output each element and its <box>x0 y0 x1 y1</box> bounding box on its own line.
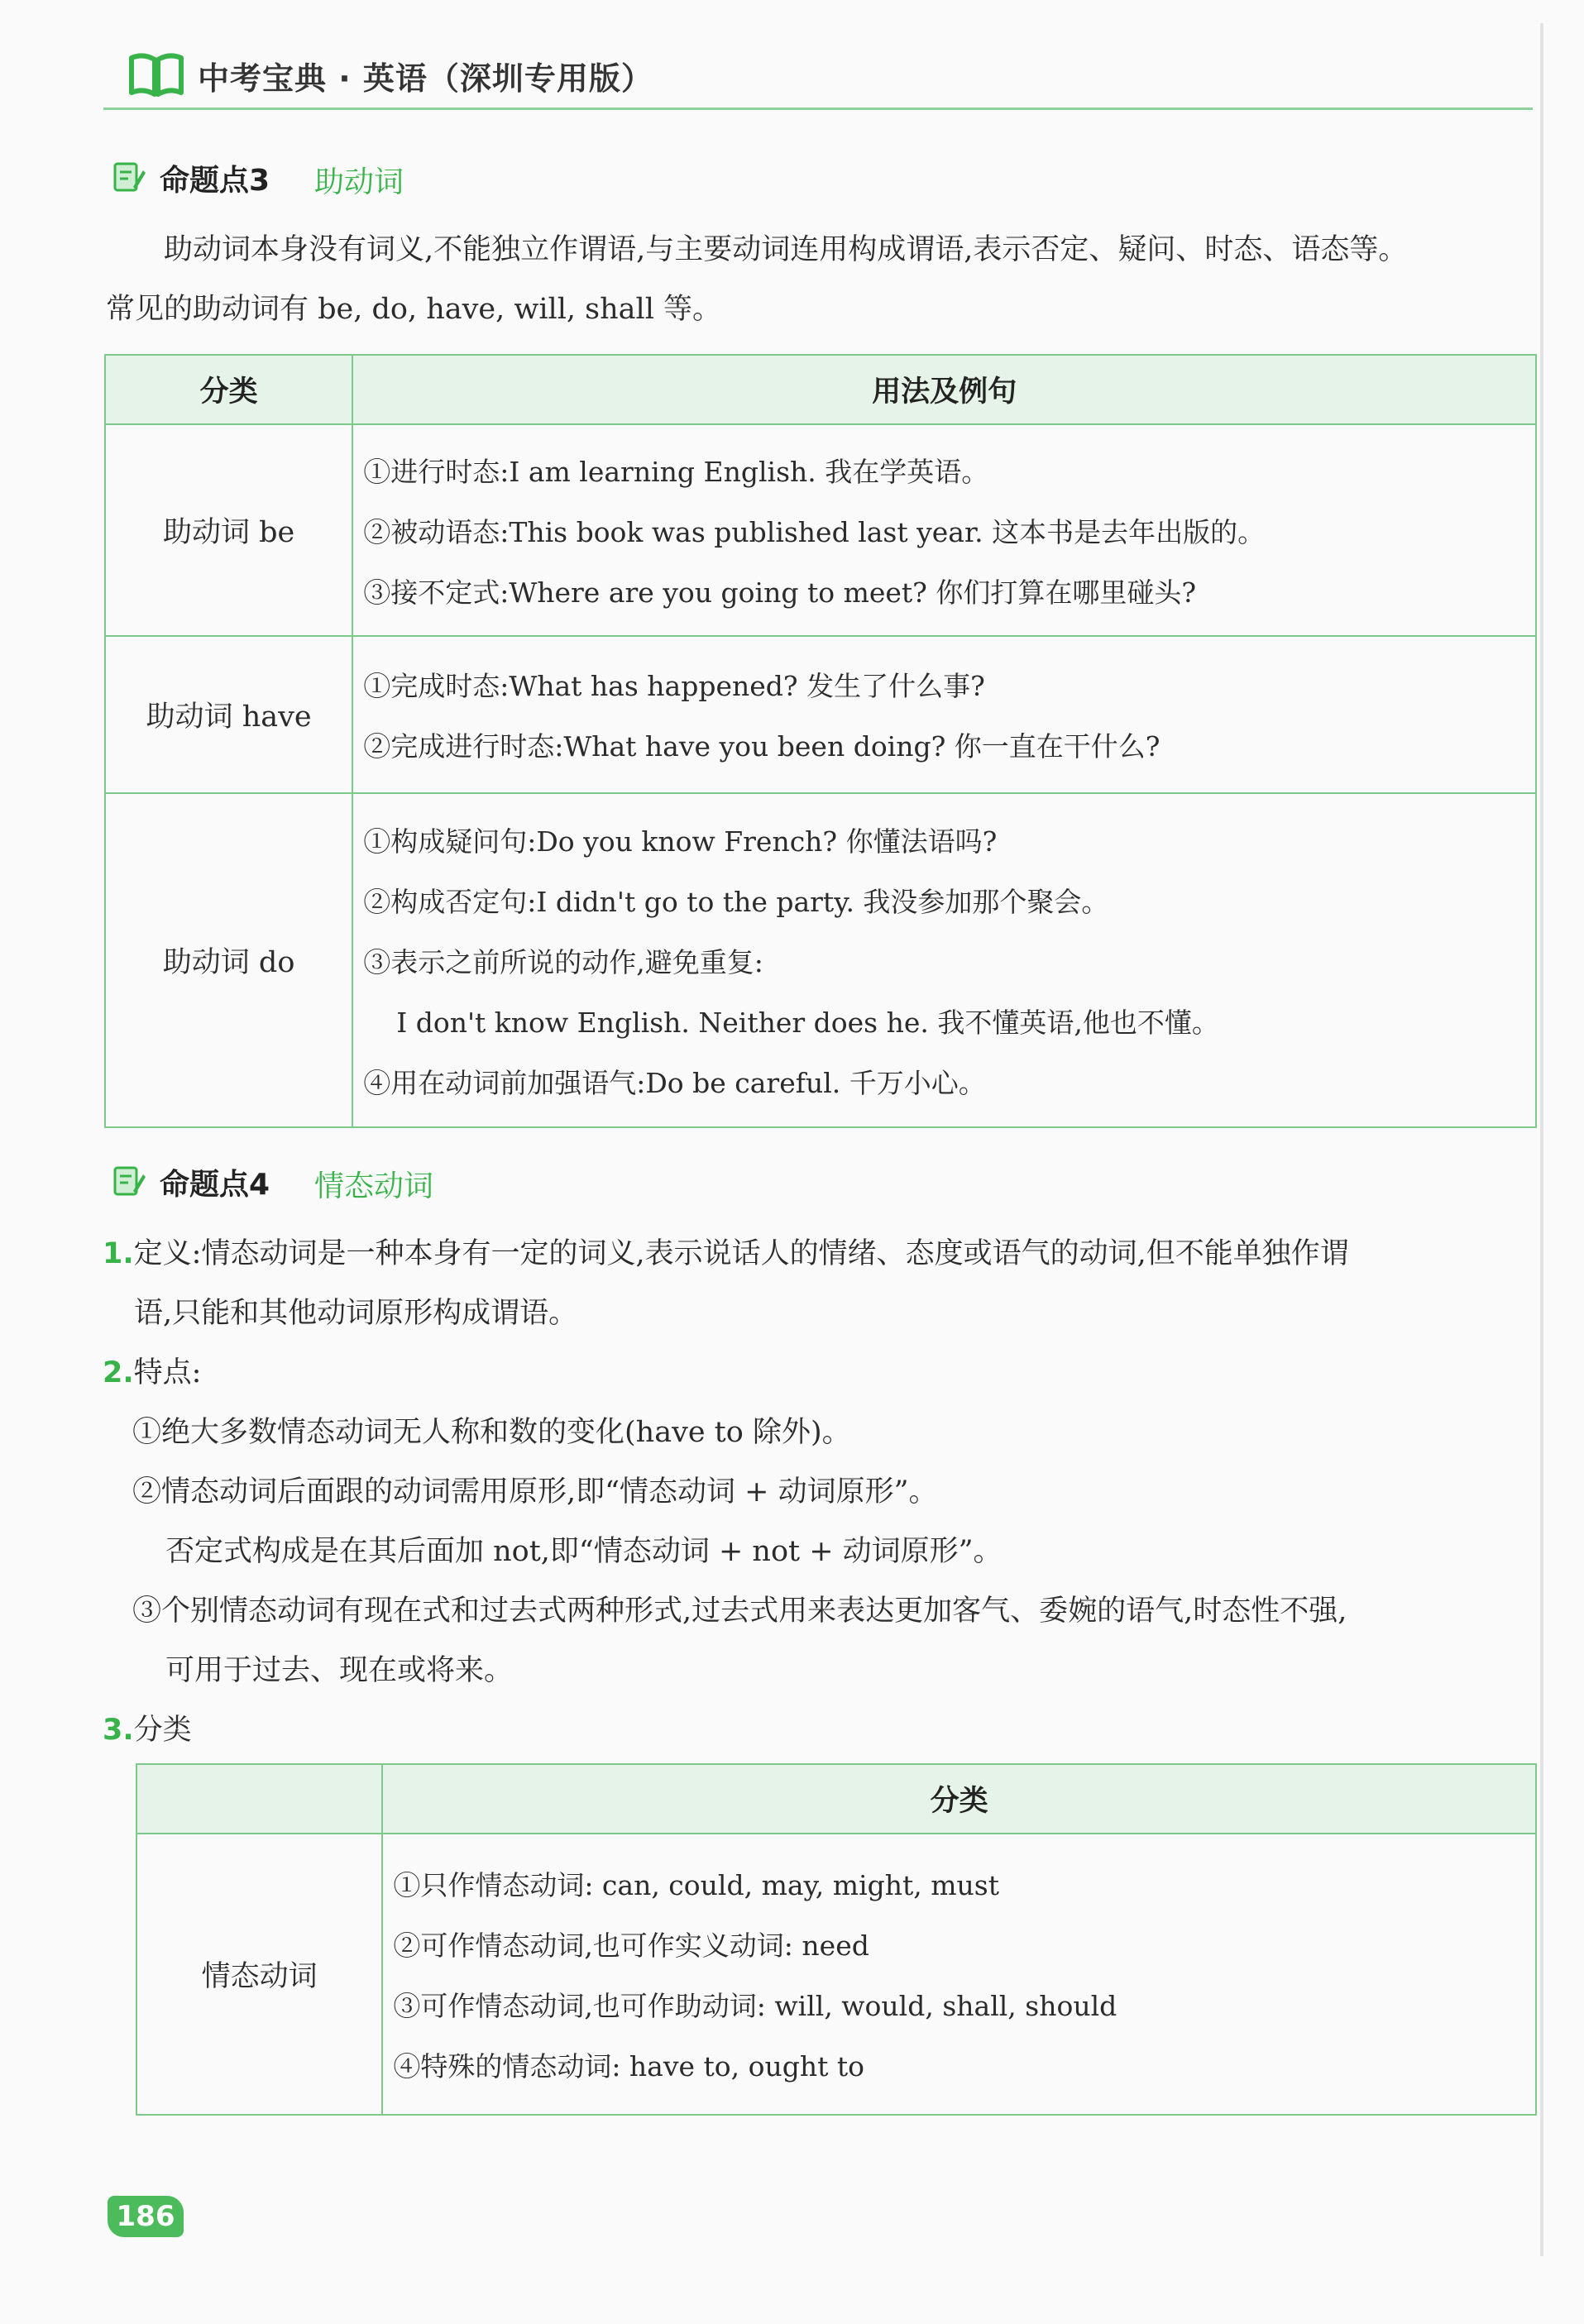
row-category: 助动词 be <box>105 424 352 636</box>
row-examples <box>352 793 1536 1127</box>
page-edge <box>1540 23 1543 2256</box>
page-header <box>128 43 1534 109</box>
page-number: 186 <box>108 2196 184 2237</box>
example-line: I don't know English. Neither does he. 我不懂英语,他也不懂。 <box>396 1006 1219 1039</box>
example-line: ①完成时态:What has happened? 发生了什么事? <box>363 670 985 702</box>
header-title: 中考宝典 · 英语（深圳专用版） <box>198 60 653 97</box>
table-row <box>136 1834 1536 2115</box>
classification-heading <box>103 1700 192 1760</box>
table-row <box>105 793 1536 1127</box>
features-heading <box>103 1343 201 1403</box>
pencil-note-icon <box>112 1163 146 1198</box>
example-line: ①进行时态:I am learning English. 我在学英语。 <box>363 455 989 488</box>
book-icon <box>128 51 184 98</box>
section4-heading <box>112 1160 856 1209</box>
table-row <box>105 636 1536 793</box>
section3-label: 命题点3 <box>160 164 270 198</box>
feature-line: ③个别情态动词有现在式和过去式两种形式,过去式用来表达更加客气、委婉的语气,时态性不强, <box>132 1595 1347 1628</box>
feature-line: 否定式构成是在其后面加 not,即“情态动词 + not + 动词原形”。 <box>165 1535 1003 1568</box>
section3-heading <box>112 155 856 205</box>
features-title: 特点: <box>133 1356 202 1389</box>
item-number: 2. <box>103 1356 134 1389</box>
section3-intro-line1: 助动词本身没有词义,不能独立作谓语,与主要动词连用构成谓语,表示否定、疑问、时态、语态等。 <box>106 233 1408 266</box>
row-category: 助动词 do <box>105 793 352 1127</box>
example-line: ②被动语态:This book was published last year. 这本书是去年出版的。 <box>363 515 1266 548</box>
section4-title: 情态动词 <box>314 1169 434 1203</box>
section3-intro-line2: 常见的助动词有 be, do, have, will, shall 等。 <box>106 293 722 326</box>
example-line: ③表示之前所说的动作,避免重复: <box>363 945 763 978</box>
example-line: ②完成进行时态:What have you been doing? 你一直在干什么? <box>363 730 1160 763</box>
row-category: 情态动词 <box>136 1834 382 2115</box>
section4-label: 命题点4 <box>160 1168 270 1202</box>
table-header-cell: 用法及例句 <box>352 355 1536 424</box>
modal-verbs-table <box>136 1763 1537 2116</box>
classification-line: ④特殊的情态动词: have to, ought to <box>393 2050 864 2083</box>
auxiliary-verbs-table <box>104 354 1537 1128</box>
item-number: 1. <box>103 1237 134 1270</box>
item-number: 3. <box>103 1714 134 1747</box>
row-examples <box>352 424 1536 636</box>
row-category: 助动词 have <box>105 636 352 793</box>
example-line: ②构成否定句:I didn't go to the party. 我没参加那个聚会。 <box>363 885 1109 918</box>
feature-line: 可用于过去、现在或将来。 <box>165 1654 514 1687</box>
table-header-cell <box>136 1764 382 1834</box>
classification-title: 分类 <box>133 1714 192 1747</box>
classification-line: ②可作情态动词,也可作实义动词: need <box>393 1929 869 1962</box>
classification-line: ③可作情态动词,也可作助动词: will, would, shall, should <box>393 1990 1117 2022</box>
definition-line2: 语,只能和其他动词原形构成谓语。 <box>134 1297 578 1330</box>
feature-line: ①绝大多数情态动词无人称和数的变化(have to 除外)。 <box>132 1416 851 1449</box>
table-header-row <box>105 355 1536 424</box>
header-rule <box>103 108 1533 110</box>
feature-line: ②情态动词后面跟的动词需用原形,即“情态动词 + 动词原形”。 <box>132 1475 938 1509</box>
example-line: ④用在动词前加强语气:Do be careful. 千万小心。 <box>363 1066 986 1099</box>
definition-text: 定义:情态动词是一种本身有一定的词义,表示说话人的情绪、态度或语气的动词,但不能单独作谓 <box>133 1237 1349 1270</box>
row-examples <box>382 1834 1536 2115</box>
table-header-cell: 分类 <box>382 1764 1536 1834</box>
row-examples <box>352 636 1536 793</box>
example-line: ③接不定式:Where are you going to meet? 你们打算在哪里碰头? <box>363 576 1197 609</box>
pencil-note-icon <box>112 159 146 194</box>
table-row <box>105 424 1536 636</box>
section3-title: 助动词 <box>314 165 404 199</box>
classification-line: ①只作情态动词: can, could, may, might, must <box>393 1869 999 1901</box>
definition-line1 <box>103 1224 1349 1284</box>
example-line: ①构成疑问句:Do you know French? 你懂法语吗? <box>363 825 998 858</box>
table-header-cell: 分类 <box>105 355 352 424</box>
table-header-row <box>136 1764 1536 1834</box>
